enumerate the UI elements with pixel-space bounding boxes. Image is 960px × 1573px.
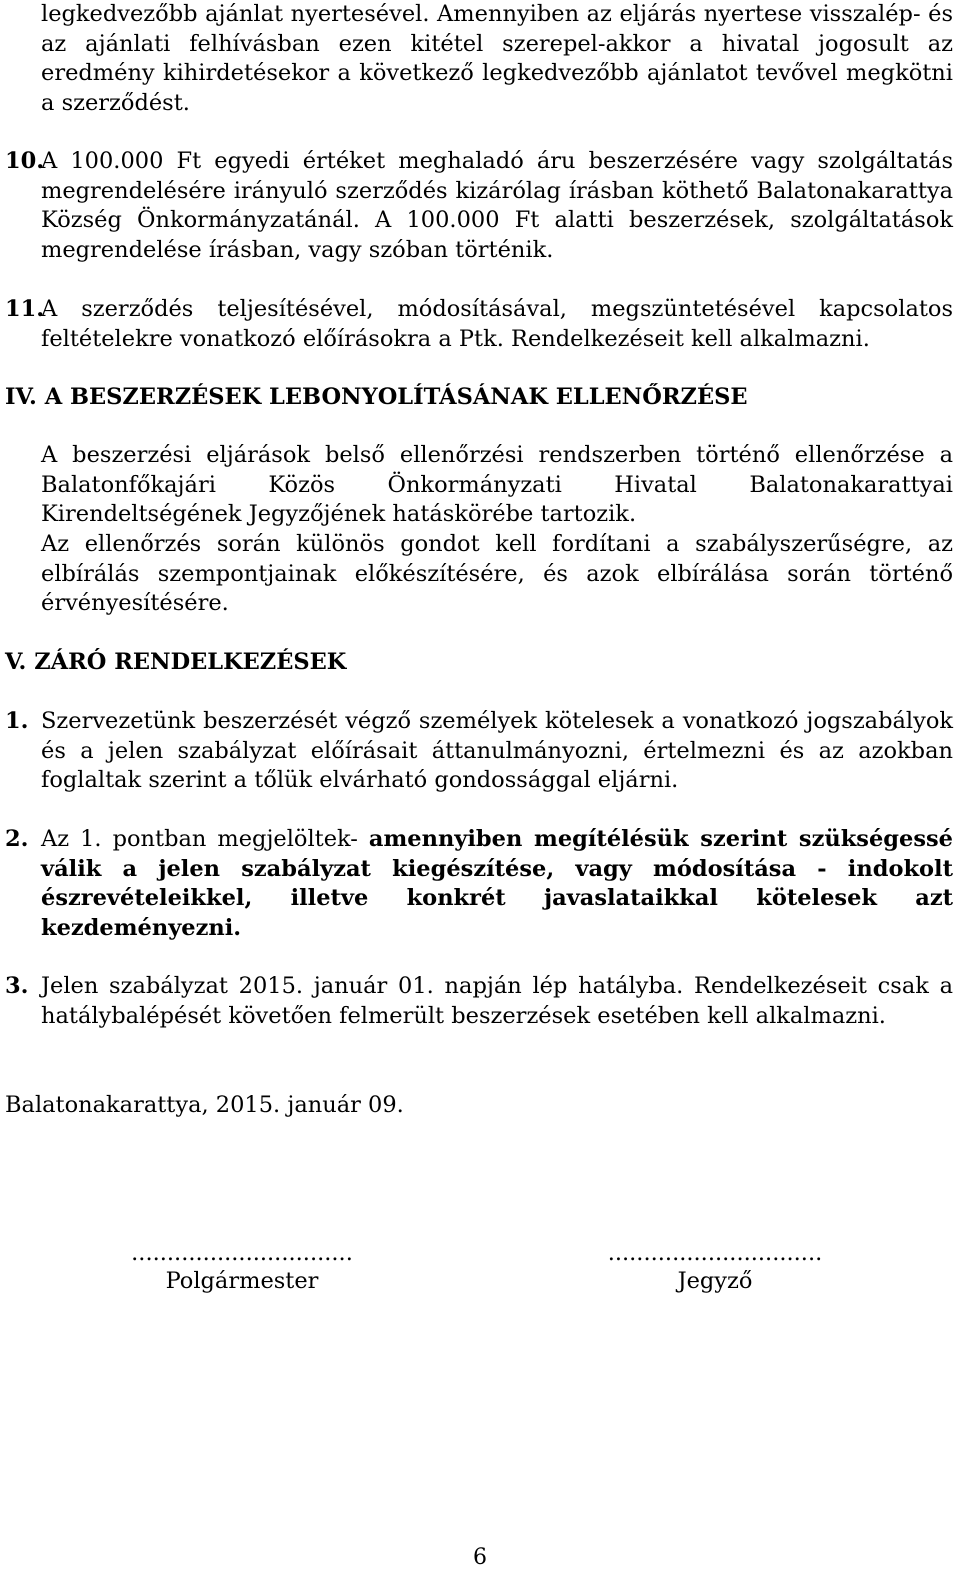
closing-item-1: Szervezetünk beszerzését végző személyek kötelesek a vonatkozó jogszabályok és a jelen szabályzat előírásait áttanulmányozni, értelmezni és az azokban foglaltak szerint a tőlük elvárható gondossággal eljárni. xyxy=(41,708,953,793)
signature-title-mayor: Polgármester xyxy=(165,1268,319,1294)
signature-title-notary: Jegyző xyxy=(677,1268,753,1294)
place-and-date: Balatonakarattya, 2015. január 09. xyxy=(5,1092,404,1118)
item-number-1: 1. xyxy=(5,708,29,734)
closing-item-3: Jelen szabályzat 2015. január 01. napján lép hatályba. Rendelkezéseit csak a hatálybalépését követően felmerült beszerzések esetében kell alkalmazni. xyxy=(41,973,953,1029)
signature-dots-notary: .............................. xyxy=(607,1240,823,1266)
item-number-10: 10. xyxy=(5,148,45,174)
signature-dots-mayor: ............................... xyxy=(131,1240,353,1266)
page-number: 6 xyxy=(473,1545,487,1570)
item-number-11: 11. xyxy=(5,296,45,322)
intro-paragraph: legkedvezőbb ajánlat nyertesével. Amennyiben az eljárás nyertese visszalép- és az ajánlati felhívásban ezen kitétel szerepel-akkor a hivatal jogosult az eredmény kihirdetésekor a következő legkedvezőbb ajánlatot tevővel megkötni a szerződést. xyxy=(41,1,953,116)
closing-item-2-emphasis: amennyiben megítélésük szerint szükségessé válik a jelen szabályzat kiegészítése, vagy módosítása - indokolt észrevételeikkel, illetve konkrét javaslataikkal kötelesek azt kezdeményezni. xyxy=(41,826,953,941)
closing-item-2 xyxy=(41,825,953,943)
section-iv-paragraph-1: A beszerzési eljárások belső ellenőrzési rendszerben történő ellenőrzése a Balatonfőkajári Közös Önkormányzati Hivatal Balatonakarattyai Kirendeltségének Jegyzőjének hatáskörébe tartozik. xyxy=(41,442,953,527)
closing-item-2-lead: Az 1. pontban megjelöltek- xyxy=(41,826,358,852)
paragraph-10: A 100.000 Ft egyedi értéket meghaladó áru beszerzésére vagy szolgáltatás megrendelésére irányuló szerződés kizárólag írásban köthető Balatonakarattya Község Önkormányzatánál. A 100.000 Ft alatti beszerzések, szolgáltatások megrendelése írásban, vagy szóban történik. xyxy=(41,148,953,263)
section-iv-heading: IV. A BESZERZÉSEK LEBONYOLÍTÁSÁNAK ELLENŐRZÉSE xyxy=(5,384,748,410)
item-number-2: 2. xyxy=(5,826,29,852)
section-iv-paragraph-2: Az ellenőrzés során különös gondot kell fordítani a szabályszerűségre, az elbírálás szempontjainak előkészítésére, és azok elbírálása során történő érvényesítésére. xyxy=(41,531,953,616)
item-number-3: 3. xyxy=(5,973,29,999)
section-v-heading: V. ZÁRÓ RENDELKEZÉSEK xyxy=(5,649,347,675)
paragraph-11: A szerződés teljesítésével, módosításával, megszüntetésével kapcsolatos feltételekre vonatkozó előírásokra a Ptk. Rendelkezéseit kell alkalmazni. xyxy=(41,296,953,352)
